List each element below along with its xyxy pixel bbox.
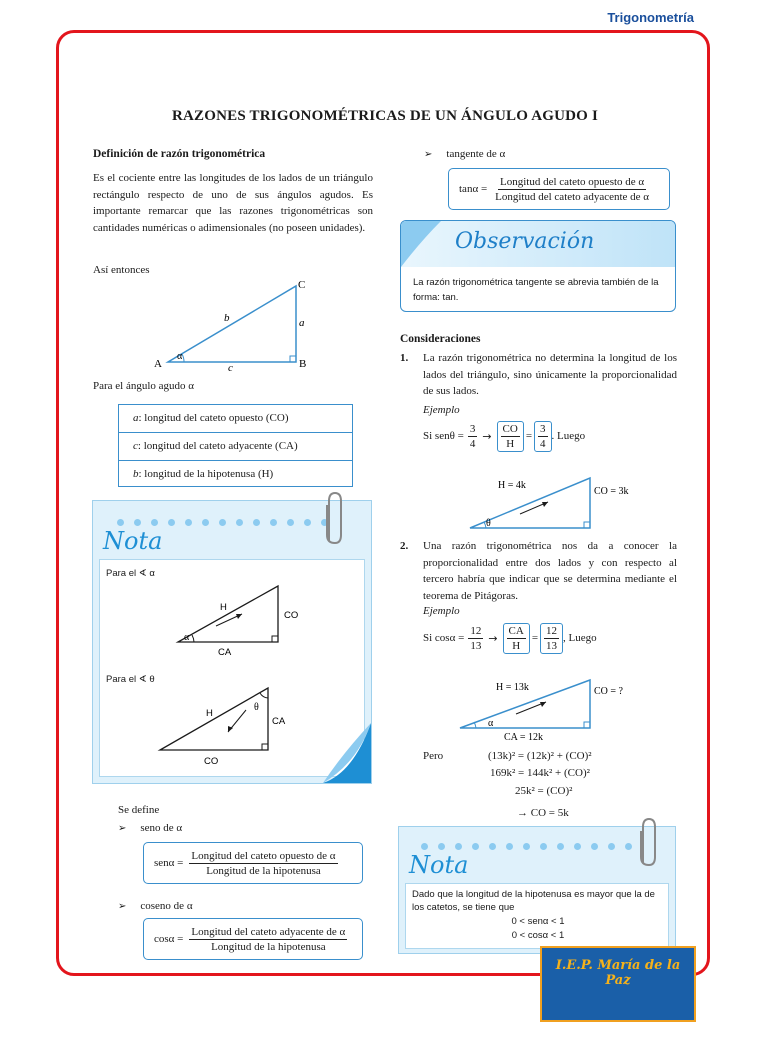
ca-label: CA (218, 647, 232, 658)
co-label: CO (284, 610, 299, 621)
definition-paragraph: Es el cociente entre las longitudes de los lados de un triángulo rectángulo respecto de uno de sus ángulos agudos. Es importante remarcar que las razones trigonométricas son cantidades numéricas o adimensionales (no poseen unidades). (93, 172, 373, 234)
hyp-label: H = 13k (496, 682, 529, 693)
side-a-label: a (299, 317, 305, 329)
triangle-theta-diagram (150, 682, 350, 772)
table-row: b: longitud de la hipotenusa (H) (133, 468, 274, 480)
school-logo (540, 946, 696, 1037)
tangente-bullet: ➢ tangente de α (424, 148, 506, 160)
logo-name: I.E.P. María de la Paz (555, 958, 681, 988)
co-label: CO (204, 756, 219, 767)
caption-alpha: Para el ∢ α (106, 568, 155, 579)
coseno-formula: cosα = $\frac{\text{Longitud del cateto adyacente de α}}{\text{Longitud de la hipotenusa}}$ (143, 918, 363, 960)
inequality-sin: 0 < senα < 1 (511, 916, 565, 927)
para-el-angulo: Para el ángulo agudo α (93, 380, 195, 392)
ca-label: CA (272, 716, 286, 727)
co-label: CO = ? (594, 686, 623, 697)
co-label: CO = 3k (594, 486, 629, 497)
observacion-box (400, 220, 676, 312)
caption-theta: Para el ∢ θ (106, 674, 155, 685)
vertex-a-label: A (154, 358, 162, 370)
nota-title: Nota (409, 851, 469, 879)
hyp-label: H = 4k (498, 480, 526, 491)
nota-card-1 (92, 500, 372, 784)
pero-label: Pero (423, 750, 444, 762)
hyp-label: H (206, 708, 213, 719)
nota-content (405, 883, 669, 949)
vertex-b-label: B (299, 358, 307, 370)
equation-1: (13k)² = (12k)² + (CO)² (488, 750, 592, 762)
hyp-label: H (220, 602, 227, 613)
item2-text: Una razón trigonométrica nos da a conocer la proporcionalidad entre dos lados y con respecto al tercero habría que indicar que se determina mediante el teorema de Pitágoras. (423, 540, 677, 602)
observacion-header (401, 221, 675, 267)
page-corner-icon (401, 221, 451, 267)
definitions-table (118, 404, 353, 487)
example1-triangle-diagram (462, 472, 652, 534)
seno-formula: senα = $\frac{\text{Longitud del cateto opuesto de α}}{\text{Longitud de la hipotenusa}}$ (143, 842, 363, 884)
nota-title: Nota (103, 527, 163, 555)
example2-triangle-diagram (452, 672, 652, 744)
angle-label: α (184, 632, 190, 643)
equation-4: → CO = 5k (517, 807, 569, 819)
item2-ejemplo: Ejemplo (423, 605, 460, 617)
table-row: a: longitud del cateto opuesto (CO) (119, 405, 352, 433)
triangle-alpha-diagram (160, 578, 320, 658)
angle-label: θ (486, 518, 491, 529)
ca-label: CA = 12k (504, 732, 543, 743)
consideraciones-heading: Consideraciones (400, 333, 481, 345)
angle-alpha-label: α (177, 351, 183, 362)
vertex-c-label: C (298, 279, 306, 291)
definition-heading: Definición de razón trigonométrica (93, 148, 266, 160)
equation-3: 25k² = (CO)² (515, 785, 573, 797)
side-c-label: c (228, 362, 233, 372)
item2-number: 2. (400, 540, 409, 552)
nota-card-2 (398, 826, 676, 954)
seno-bullet: ➢ seno de α (118, 822, 183, 834)
observacion-text: La razón trigonométrica tangente se abrevia también de la forma: tan. (413, 277, 659, 303)
triangle-abc-diagram (150, 276, 320, 372)
angle-label: θ (254, 702, 259, 713)
item1-example-formula: Si senθ = $\frac{3}{4}$ → $\frac{CO}{H}$ = $\frac{3}{4}$ . Luego (423, 422, 586, 450)
paperclip-icon (635, 817, 659, 867)
subject-header: Trigonometría (607, 10, 694, 25)
se-define: Se define (118, 804, 160, 816)
item1-text: La razón trigonométrica no determina la longitud de los lados del triángulo, sino únicamente la proporcionalidad de sus lados. (423, 352, 677, 397)
logo-slogan: "Educación para toda la vida" (561, 1028, 675, 1037)
inequality-cos: 0 < cosα < 1 (511, 930, 565, 941)
side-b-label: b (224, 312, 230, 324)
page-curl-decoration (323, 723, 371, 783)
item1-number: 1. (400, 352, 409, 364)
tangente-formula: tanα = $\frac{\text{Longitud del cateto opuesto de α}}{\text{Longitud del cateto adyacente de α}}$ (448, 168, 670, 210)
observacion-title: Observación (455, 229, 595, 254)
coseno-bullet: ➢ coseno de α (118, 900, 193, 912)
item2-example-formula: Si cosα = $\frac{12}{13}$ → $\frac{CA}{H}$ = $\frac{12}{13}$ , Luego (423, 624, 597, 652)
equation-2: 169k² = 144k² + (CO)² (490, 767, 590, 779)
page-title: RAZONES TRIGONOMÉTRICAS DE UN ÁNGULO AGUDO I (171, 108, 599, 124)
paperclip-icon (321, 491, 345, 547)
asi-entonces: Así entonces (93, 264, 150, 276)
angle-label: α (488, 718, 494, 729)
item1-ejemplo: Ejemplo (423, 404, 460, 416)
nota2-text: Dado que la longitud de la hipotenusa es mayor que la de los catetos, se tiene que (412, 889, 655, 913)
table-row: c: longitud del cateto adyacente (CA) (119, 433, 352, 461)
